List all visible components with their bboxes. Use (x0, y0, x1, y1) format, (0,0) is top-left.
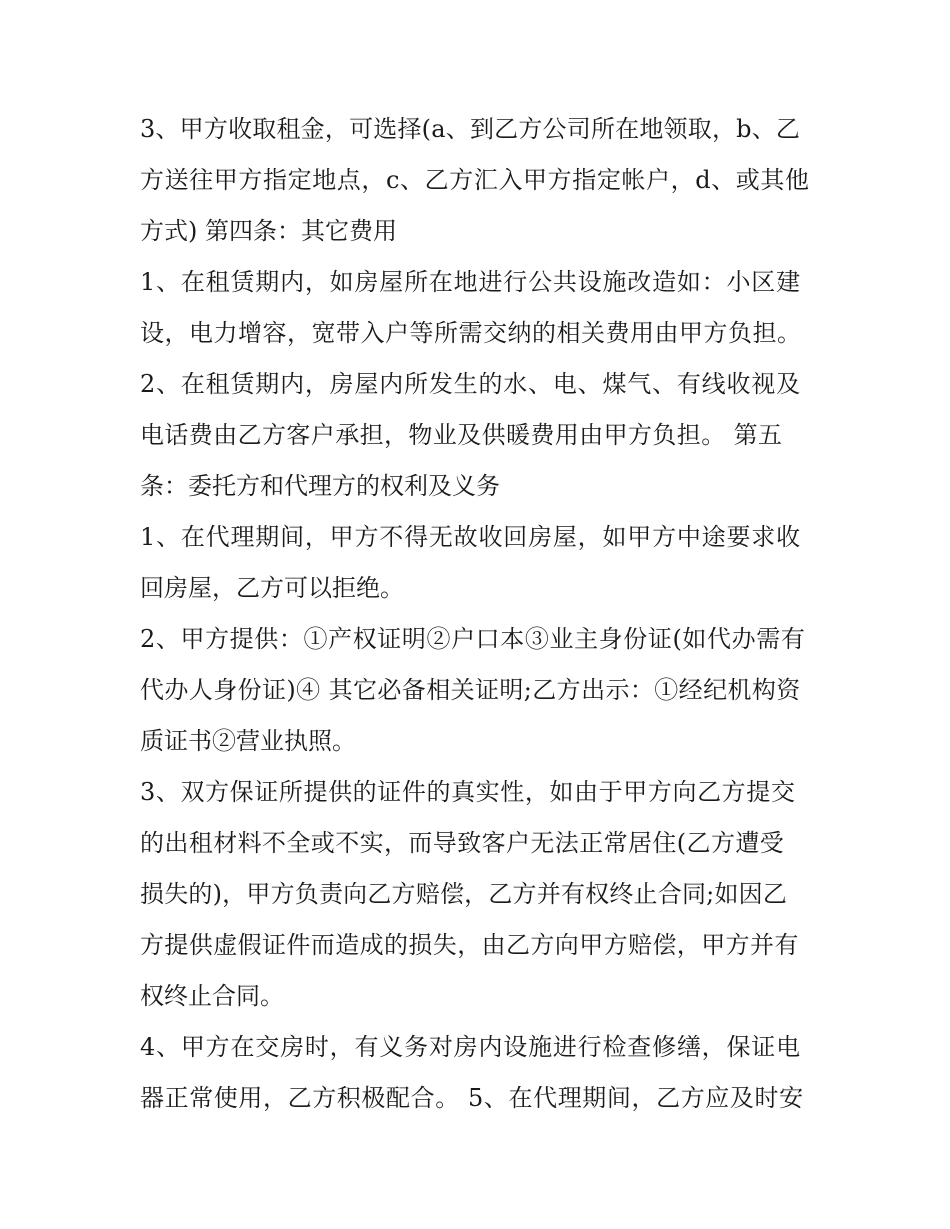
text-line: 2、甲方提供：①产权证明②户口本③业主身份证(如代办需有 (140, 625, 806, 653)
text-line: 3、双方保证所提供的证件的真实性，如由于甲方向乙方提交 (140, 778, 796, 806)
text-line: 代办人身份证)④ 其它必备相关证明;乙方出示：①经纪机构资 (140, 676, 801, 704)
text-line: 方式) 第四条：其它费用 (140, 217, 397, 245)
text-line: 器正常使用，乙方积极配合。 5、在代理期间，乙方应及时安 (140, 1084, 804, 1112)
text-line: 电话费由乙方客户承担，物业及供暖费用由甲方负担。 第五 (140, 421, 783, 449)
text-line: 设，电力增容，宽带入户等所需交纳的相关费用由甲方负担。 (140, 319, 802, 347)
contract-body-text (140, 104, 820, 1124)
text-line: 2、在租赁期内，房屋内所发生的水、电、煤气、有线收视及 (140, 370, 801, 398)
text-line: 方送往甲方指定地点，c、乙方汇入甲方指定帐户，d、或其他 (140, 166, 810, 194)
text-line: 4、甲方在交房时，有义务对房内设施进行检查修缮，保证电 (140, 1033, 801, 1061)
text-line: 条：委托方和代理方的权利及义务 (140, 472, 500, 500)
text-line: 1、在代理期间，甲方不得无故收回房屋，如甲方中途要求收 (140, 523, 801, 551)
text-line: 回房屋，乙方可以拒绝。 (140, 574, 404, 602)
text-line: 的出租材料不全或不实，而导致客户无法正常居住(乙方遭受 (140, 829, 785, 857)
text-line: 方提供虚假证件而造成的损失，由乙方向甲方赔偿，甲方并有 (140, 931, 799, 959)
text-line: 损失的)，甲方负责向乙方赔偿，乙方并有权终止合同;如因乙 (140, 880, 788, 908)
text-line: 权终止合同。 (140, 982, 284, 1010)
text-line: 质证书②营业执照。 (140, 727, 356, 755)
text-line: 3、甲方收取租金，可选择(a、到乙方公司所在地领取，b、乙 (140, 115, 801, 143)
text-line: 1、在租赁期内，如房屋所在地进行公共设施改造如：小区建 (140, 268, 801, 296)
